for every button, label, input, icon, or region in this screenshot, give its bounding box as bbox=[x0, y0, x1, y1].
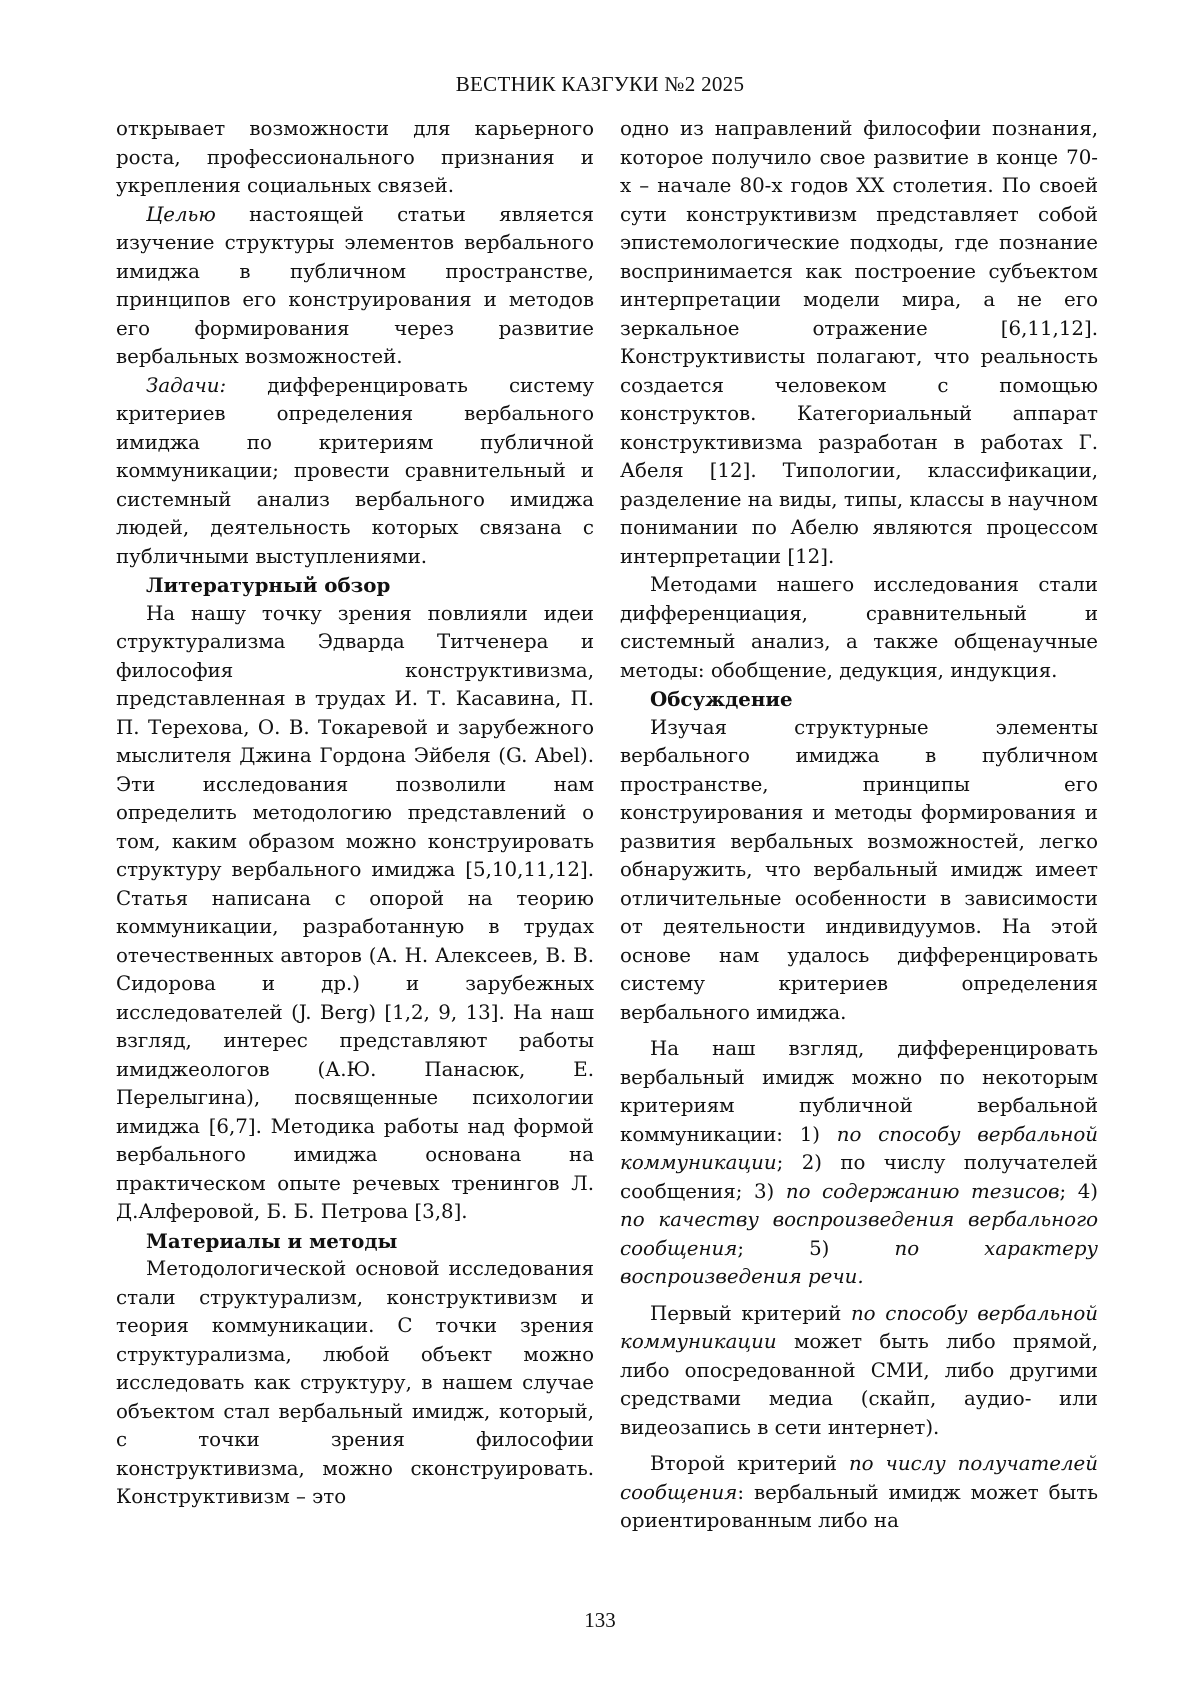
journal-header: ВЕСТНИК КАЗГУКИ №2 2025 bbox=[455, 72, 745, 96]
paragraph: открывает возможности для карьерного роста, профессионального признания и укрепления социальных связей. bbox=[116, 117, 594, 197]
left-column bbox=[116, 115, 594, 1512]
criterion-3: по содержанию тезисов bbox=[785, 1179, 1060, 1203]
text-run: Второй критерий bbox=[650, 1452, 849, 1475]
paragraph-goal bbox=[116, 201, 594, 372]
tasks-text: дифференцировать систему критериев определения вербального имиджа по критериям публичной коммуникации; провести сравнительный и системный анализ вербального имиджа людей, деятельность которых связана с публичными выступлениями. bbox=[116, 373, 594, 568]
text-run: : вербальный имидж может быть ориентированным либо на bbox=[620, 1480, 1098, 1532]
section-heading-discussion: Обсуждение bbox=[650, 687, 793, 711]
goal-text: настоящей статьи является изучение структуры элементов вербального имиджа в публичном пространстве, принципов его конструирования и методов его формирования через развитие вербальных возможностей. bbox=[116, 202, 594, 368]
text-run: ; 5) bbox=[737, 1236, 895, 1260]
tasks-label: Задачи: bbox=[146, 373, 227, 397]
text-run: На наш взгляд, дифференцировать вербальный имидж можно по некоторым критериям публичной вербальной коммуникации: 1) bbox=[620, 1037, 1098, 1146]
text-run: Первый критерий bbox=[650, 1301, 851, 1325]
paragraph: Методами нашего исследования стали дифференциация, сравнительный и системный анализ, а также общенаучные методы: обобщение, дедукция, индукция. bbox=[620, 573, 1098, 682]
paragraph: Методологической основой исследования стали структурализм, конструктивизм и теория коммуникации. С точки зрения структурализма, любой объект можно исследовать как структуру, в нашем случае объектом стал вербальный имидж, который, с точки зрения философии конструктивизма, можно сконструировать. Конструктивизм – это bbox=[116, 1257, 594, 1508]
section-heading-literature: Литературный обзор bbox=[146, 573, 391, 597]
criterion-4: по качеству воспроизведения вербального сообщения bbox=[620, 1208, 1098, 1260]
text-run: ; 4) bbox=[1059, 1179, 1098, 1203]
text-run: ; 2) по числу получателей сообщения; 3) bbox=[620, 1151, 1098, 1203]
paragraph: На нашу точку зрения повлияли идеи структурализма Эдварда Титченера и философия конструктивизма, представленная в трудах И. Т. Касавина, П. П. Терехова, О. В. Токаревой и зарубежного мыслителя Джина Гордона Эйбеля (G. Abel). Эти исследования позволили нам определить методологию представлений о том, каким образом можно конструировать структуру вербального имиджа [5,10,11,12]. Статья написана с опорой на теорию коммуникации, разработанную в трудах отечественных авторов (А. Н. Алексеев, В. В. Сидорова и др.) и зарубежных исследователей (J. Berg) [1,2, 9, 13]. На наш взгляд, интерес представляют работы имиджеологов (А.Ю. Панасюк, Е. Перелыгина), посвященные психологии имиджа [6,7]. Методика работы над формой вербального имиджа основана на практическом опыте речевых тренингов Л. Д.Алферовой, Б. Б. Петрова [3,8]. bbox=[116, 601, 594, 1223]
right-column bbox=[620, 115, 1098, 1536]
paragraph: одно из направлений философии познания, которое получило свое развитие в конце 70-х – начале 80-х годов XX столетия. По своей сути конструктивизм представляет собой эпистемологические подходы, где познание воспринимается как построение субъектом интерпретации модели мира, а не его зеркальное отражение [6,11,12]. Конструктивисты полагают, что реальность создается человеком с помощью конструктов. Категориальный аппарат конструктивизма разработан в работах Г. Абеля [12]. Типологии, классификации, разделение на виды, типы, классы в научном понимании по Абелю являются процессом интерпретации [12]. bbox=[620, 117, 1098, 568]
section-heading-materials: Материалы и методы bbox=[146, 1228, 398, 1253]
second-criterion-label: по числу получателей сообщения bbox=[620, 1452, 1098, 1504]
paragraph-second-criterion bbox=[620, 1450, 1098, 1536]
text-run: может быть либо прямой, либо опосредованной СМИ, либо другими средствами медиа (скайп, аудио- или видеозапись в сети интернет). bbox=[620, 1330, 1098, 1439]
criterion-5: по характеру воспроизведения речи. bbox=[620, 1236, 1099, 1288]
criterion-1: по способу вербальной коммуникации bbox=[620, 1122, 1098, 1174]
paragraph-criteria bbox=[620, 1035, 1098, 1292]
goal-label: Целью bbox=[146, 202, 216, 226]
paragraph: Изучая структурные элементы вербального имиджа в публичном пространстве, принципы его конструирования и методы формирования и развития вербальных возможностей, легко обнаружить, что вербальный имидж имеет отличительные особенности в зависимости от деятельности индивидуумов. На этой основе нам удалось дифференцировать систему критериев определения вербального имиджа. bbox=[620, 715, 1098, 1024]
paragraph-first-criterion bbox=[620, 1300, 1098, 1443]
first-criterion-label: по способу вербальной коммуникации bbox=[620, 1301, 1098, 1353]
page-number: 133 bbox=[584, 1608, 616, 1632]
paragraph-tasks bbox=[116, 372, 594, 572]
